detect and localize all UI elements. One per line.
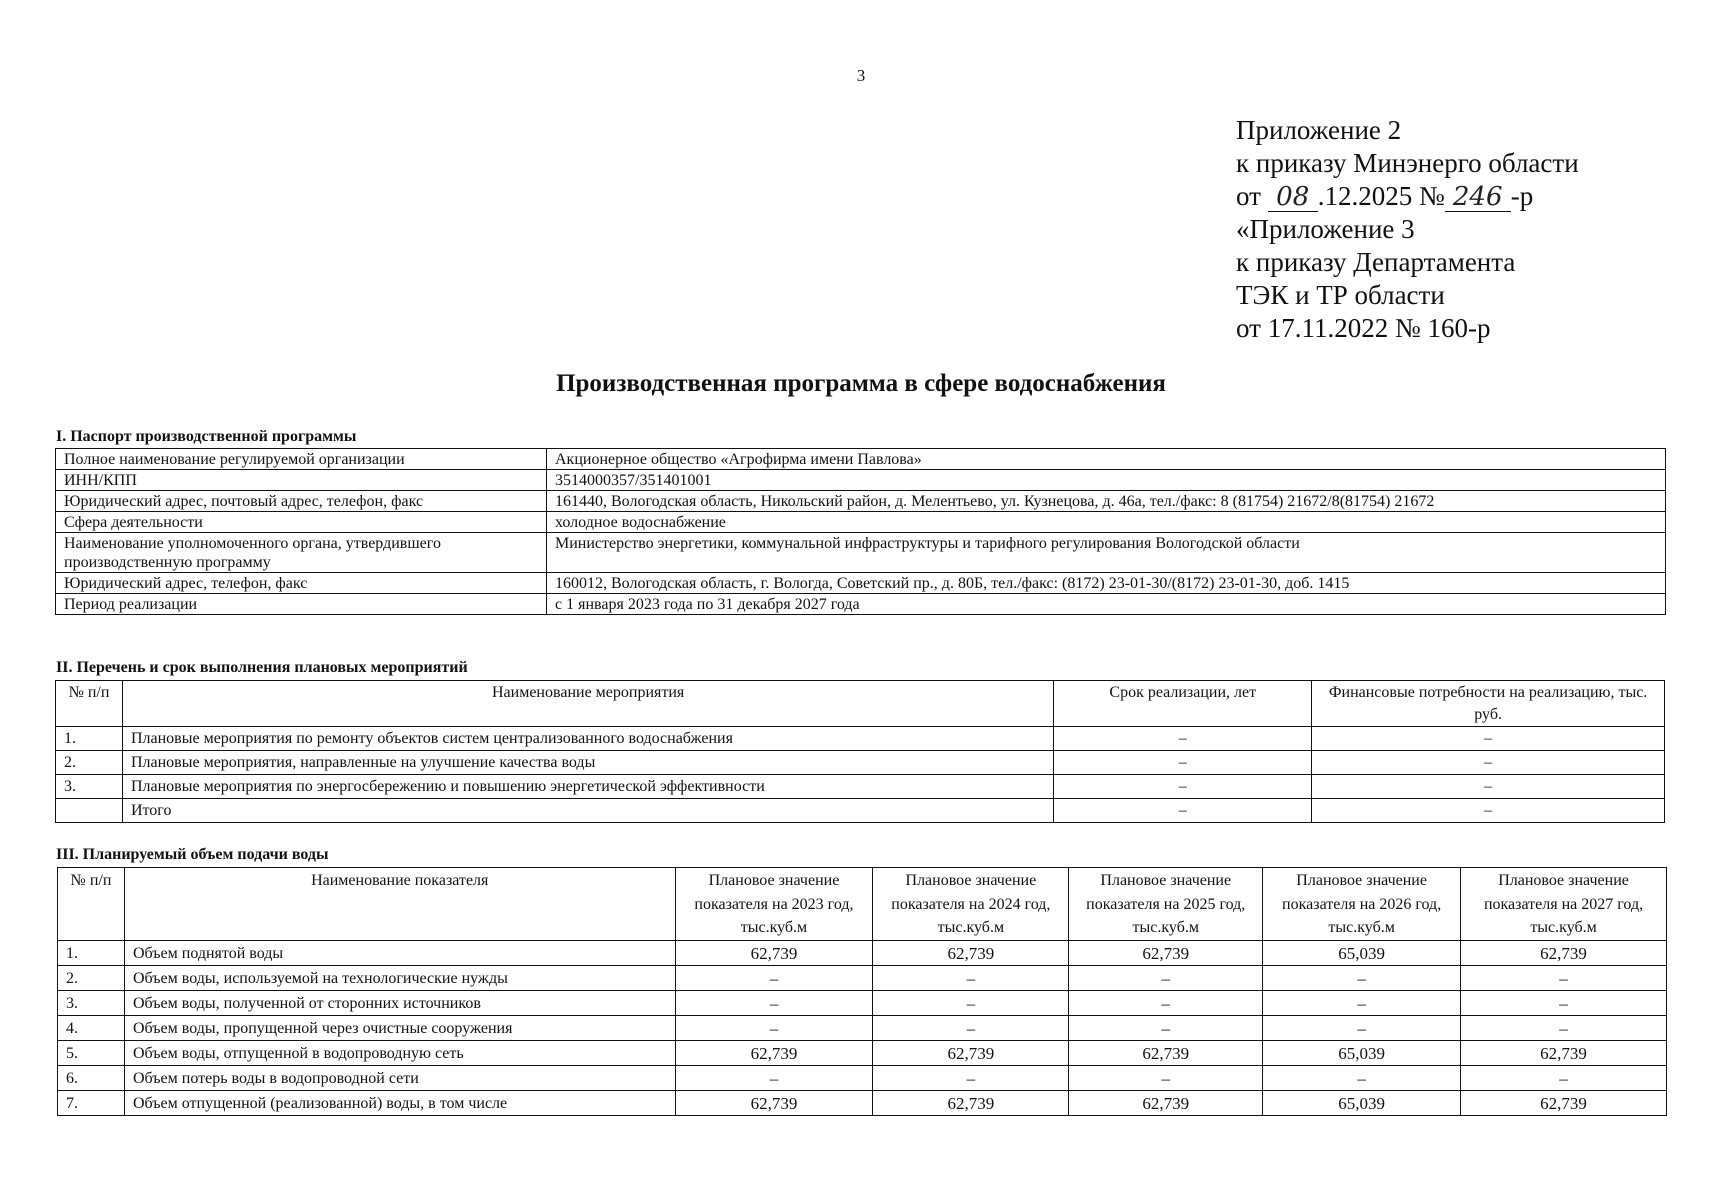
supply-value: 62,739: [873, 1090, 1069, 1115]
appendix-block: [1236, 114, 1579, 345]
supply-value: –: [1069, 1015, 1263, 1040]
supply-value: –: [675, 1065, 873, 1090]
supply-value: –: [675, 990, 873, 1015]
passport-label: ИНН/КПП: [56, 470, 547, 491]
supply-name: Объем воды, полученной от сторонних источников: [124, 990, 675, 1015]
passport-label: Период реализации: [56, 594, 547, 615]
supply-value: 62,739: [675, 940, 873, 965]
measures-header-name: Наименование мероприятия: [122, 681, 1053, 727]
measure-finance: –: [1312, 775, 1665, 799]
handwritten-order-number: 246: [1445, 183, 1511, 212]
measure-term: –: [1054, 727, 1312, 751]
supply-value: 62,739: [873, 1040, 1069, 1065]
document-title: Производственная программа в сфере водоснабжения: [556, 370, 1166, 397]
supply-value: 62,739: [1461, 940, 1667, 965]
supply-value: –: [1263, 990, 1461, 1015]
supply-num: 5.: [58, 1040, 125, 1065]
table-row: [56, 799, 1665, 823]
supply-num: 3.: [58, 990, 125, 1015]
passport-value: холодное водоснабжение: [547, 512, 1666, 533]
supply-value: –: [873, 1065, 1069, 1090]
supply-value: –: [1263, 1065, 1461, 1090]
supply-value: –: [675, 965, 873, 990]
supply-header-num: № п/п: [58, 868, 125, 941]
measures-heading: II. Перечень и срок выполнения плановых мероприятий: [56, 659, 468, 676]
supply-value: –: [1069, 990, 1263, 1015]
table-row: [56, 491, 1666, 512]
measure-num: 2.: [56, 751, 123, 775]
passport-label: Юридический адрес, почтовый адрес, телефон, факс: [56, 491, 547, 512]
supply-header-year: Плановое значение показателя на 2025 год, тыс.куб.м: [1069, 868, 1263, 941]
passport-heading: I. Паспорт производственной программы: [56, 428, 357, 445]
table-row: [58, 965, 1667, 990]
table-row: [56, 775, 1665, 799]
measure-name: Плановые мероприятия по ремонту объектов систем централизованного водоснабжения: [122, 727, 1053, 751]
supply-num: 4.: [58, 1015, 125, 1040]
supply-value: –: [1069, 1065, 1263, 1090]
handwritten-day: 08: [1268, 183, 1318, 212]
supply-header-year: Плановое значение показателя на 2026 год, тыс.куб.м: [1263, 868, 1461, 941]
table-row: [56, 449, 1666, 470]
supply-name: Объем поднятой воды: [124, 940, 675, 965]
supply-value: –: [1461, 1065, 1667, 1090]
measure-term: –: [1054, 775, 1312, 799]
supply-value: –: [1461, 965, 1667, 990]
table-row: [58, 1040, 1667, 1065]
supply-value: 62,739: [675, 1090, 873, 1115]
measures-table: [55, 680, 1665, 823]
table-row: [56, 751, 1665, 775]
supply-num: 2.: [58, 965, 125, 990]
appendix-line-3: [1236, 180, 1579, 213]
table-row: [56, 533, 1666, 573]
supply-value: 62,739: [873, 940, 1069, 965]
appendix-line-4: «Приложение 3: [1236, 214, 1415, 244]
supply-num: 7.: [58, 1090, 125, 1115]
supply-value: 65,039: [1263, 1040, 1461, 1065]
measure-finance: –: [1312, 799, 1665, 823]
passport-label: Полное наименование регулируемой организации: [56, 449, 547, 470]
passport-value: Министерство энергетики, коммунальной инфраструктуры и тарифного регулирования Вологодской области: [547, 533, 1666, 573]
supply-value: –: [675, 1015, 873, 1040]
table-row: [58, 1090, 1667, 1115]
supply-name: Объем воды, пропущенной через очистные сооружения: [124, 1015, 675, 1040]
appendix-line-1: Приложение 2: [1236, 115, 1402, 145]
supply-value: 62,739: [1461, 1090, 1667, 1115]
measures-header-term: Срок реализации, лет: [1054, 681, 1312, 727]
measure-num: 1.: [56, 727, 123, 751]
measure-finance: –: [1312, 727, 1665, 751]
supply-value: –: [1263, 1015, 1461, 1040]
measures-header-finance: Финансовые потребности на реализацию, тыс. руб.: [1312, 681, 1665, 727]
supply-heading: III. Планируемый объем подачи воды: [56, 846, 329, 863]
appendix-date-suffix: -р: [1510, 181, 1534, 211]
supply-num: 1.: [58, 940, 125, 965]
passport-label: Сфера деятельности: [56, 512, 547, 533]
supply-name: Объем воды, используемой на технологические нужды: [124, 965, 675, 990]
measure-num: 3.: [56, 775, 123, 799]
table-row: [58, 940, 1667, 965]
appendix-date-middle: .12.2025 №: [1317, 181, 1445, 211]
supply-header-year: Плановое значение показателя на 2027 год, тыс.куб.м: [1461, 868, 1667, 941]
measures-header-num: № п/п: [56, 681, 123, 727]
supply-name: Объем воды, отпущенной в водопроводную сеть: [124, 1040, 675, 1065]
supply-value: –: [1461, 990, 1667, 1015]
supply-value: 62,739: [675, 1040, 873, 1065]
passport-table: [55, 448, 1666, 615]
supply-value: –: [1069, 965, 1263, 990]
passport-value: Акционерное общество «Агрофирма имени Павлова»: [547, 449, 1666, 470]
appendix-line-5: к приказу Департамента: [1236, 247, 1516, 277]
measure-finance: –: [1312, 751, 1665, 775]
passport-label: Юридический адрес, телефон, факс: [56, 573, 547, 594]
measures-header-row: [56, 681, 1665, 727]
supply-header-row: [58, 868, 1667, 941]
measure-num: [56, 799, 123, 823]
table-row: [56, 727, 1665, 751]
measure-name: Плановые мероприятия по энергосбережению и повышению энергетической эффективности: [122, 775, 1053, 799]
appendix-line-2: к приказу Минэнерго области: [1236, 148, 1579, 178]
supply-value: –: [873, 990, 1069, 1015]
passport-value: 161440, Вологодская область, Никольский район, д. Мелентьево, ул. Кузнецова, д. 46а, тел./факс: 8 (81754) 21672/8(81754) 21672: [547, 491, 1666, 512]
appendix-line-6: ТЭК и ТР области: [1236, 280, 1445, 310]
table-row: [56, 573, 1666, 594]
supply-name: Объем отпущенной (реализованной) воды, в том числе: [124, 1090, 675, 1115]
supply-table: [57, 867, 1667, 1116]
table-row: [56, 470, 1666, 491]
supply-value: 62,739: [1461, 1040, 1667, 1065]
measure-name: Плановые мероприятия, направленные на улучшение качества воды: [122, 751, 1053, 775]
supply-value: 62,739: [1069, 940, 1263, 965]
table-row: [58, 1065, 1667, 1090]
passport-value: с 1 января 2023 года по 31 декабря 2027 года: [547, 594, 1666, 615]
measure-name: Итого: [122, 799, 1053, 823]
table-row: [56, 512, 1666, 533]
supply-value: –: [1263, 965, 1461, 990]
passport-value: 160012, Вологодская область, г. Вологда, Советский пр., д. 80Б, тел./факс: (8172) 23-01-30/(8172) 23-01-30, доб. 1415: [547, 573, 1666, 594]
supply-value: 65,039: [1263, 1090, 1461, 1115]
supply-value: –: [1461, 1015, 1667, 1040]
supply-num: 6.: [58, 1065, 125, 1090]
supply-header-year: Плановое значение показателя на 2024 год, тыс.куб.м: [873, 868, 1069, 941]
appendix-date-prefix: от: [1236, 181, 1261, 211]
supply-header-year: Плановое значение показателя на 2023 год, тыс.куб.м: [675, 868, 873, 941]
supply-value: –: [873, 1015, 1069, 1040]
appendix-line-7: от 17.11.2022 № 160-р: [1236, 313, 1491, 343]
supply-name: Объем потерь воды в водопроводной сети: [124, 1065, 675, 1090]
supply-value: –: [873, 965, 1069, 990]
supply-header-name: Наименование показателя: [124, 868, 675, 941]
passport-label: Наименование уполномоченного органа, утвердившего производственную программу: [56, 533, 547, 573]
measure-term: –: [1054, 799, 1312, 823]
supply-value: 65,039: [1263, 940, 1461, 965]
supply-value: 62,739: [1069, 1090, 1263, 1115]
table-row: [58, 990, 1667, 1015]
passport-value: 3514000357/351401001: [547, 470, 1666, 491]
measure-term: –: [1054, 751, 1312, 775]
table-row: [58, 1015, 1667, 1040]
table-row: [56, 594, 1666, 615]
supply-value: 62,739: [1069, 1040, 1263, 1065]
page-number: 3: [856, 66, 866, 85]
